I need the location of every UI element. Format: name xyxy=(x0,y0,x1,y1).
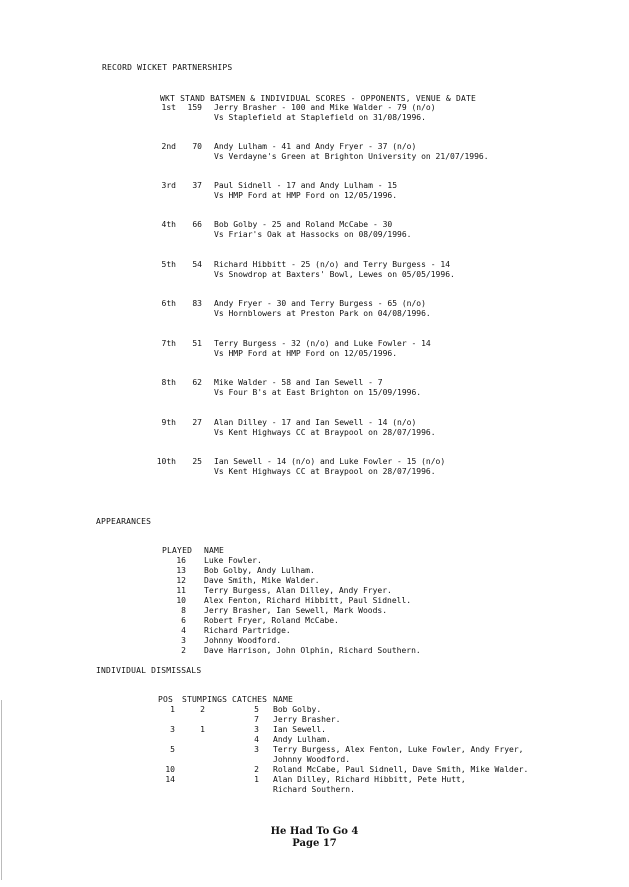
appearances-col-name: NAME xyxy=(204,546,225,555)
catches-count: 4 xyxy=(254,735,259,744)
stand-score: 54 xyxy=(192,260,202,269)
player-names: Ian Sewell. xyxy=(273,725,326,734)
player-names: Terry Burgess, Alan Dilley, Andy Fryer. xyxy=(204,586,392,595)
stand-score: 70 xyxy=(192,142,202,151)
played-count: 13 xyxy=(176,566,186,575)
batsmen-scores: Alan Dilley - 17 and Ian Sewell - 14 (n/o) xyxy=(214,418,417,427)
batsmen-scores: Paul Sidnell - 17 and Andy Lulham - 15 xyxy=(214,181,398,190)
played-count: 2 xyxy=(181,646,186,655)
player-names: Roland McCabe, Paul Sidnell, Dave Smith, Mike Walder. xyxy=(273,765,529,774)
match-details: Vs Friar's Oak at Hassocks on 08/09/1996. xyxy=(214,230,412,239)
footer-title: He Had To Go 4 xyxy=(270,826,359,837)
position: 14 xyxy=(165,775,175,784)
batsmen-scores: Andy Lulham - 41 and Andy Fryer - 37 (n/o) xyxy=(214,142,417,151)
stumpings-count: 2 xyxy=(200,705,205,714)
batsmen-scores: Jerry Brasher - 100 and Mike Walder - 79 (n/o) xyxy=(214,103,436,112)
player-names: Dave Smith, Mike Walder. xyxy=(204,576,320,585)
stand-score: 25 xyxy=(192,457,202,466)
wicket-number: 10th xyxy=(156,457,176,466)
position: 5 xyxy=(170,745,175,754)
match-details: Vs Kent Highways CC at Braypool on 28/07/1996. xyxy=(214,428,436,437)
player-names: Richard Southern. xyxy=(273,785,355,794)
record-partnerships-title: RECORD WICKET PARTNERSHIPS xyxy=(102,63,233,72)
stand-score: 62 xyxy=(192,378,202,387)
player-names: Bob Golby. xyxy=(273,705,322,714)
partnership-row xyxy=(146,457,566,479)
partnership-row xyxy=(146,378,566,400)
wicket-number: 8th xyxy=(161,378,176,387)
dismissals-col-stumpings: STUMPINGS xyxy=(182,695,228,704)
stand-score: 37 xyxy=(192,181,202,190)
match-details: Vs HMP Ford at HMP Ford on 12/05/1996. xyxy=(214,349,398,358)
wicket-number: 1st xyxy=(161,103,176,112)
stand-score: 51 xyxy=(192,339,202,348)
batsmen-scores: Mike Walder - 58 and Ian Sewell - 7 xyxy=(214,378,383,387)
position: 1 xyxy=(170,705,175,714)
catches-count: 3 xyxy=(254,745,259,754)
batsmen-scores: Ian Sewell - 14 (n/o) and Luke Fowler - 15 (n/o) xyxy=(214,457,446,466)
scan-margin-line xyxy=(1,700,2,880)
position: 3 xyxy=(170,725,175,734)
wicket-number: 7th xyxy=(161,339,176,348)
stand-score: 27 xyxy=(192,418,202,427)
player-names: Luke Fowler. xyxy=(204,556,262,565)
match-details: Vs Hornblowers at Preston Park on 04/08/1996. xyxy=(214,309,431,318)
partnership-row xyxy=(146,339,566,361)
player-names: Robert Fryer, Roland McCabe. xyxy=(204,616,339,625)
batsmen-scores: Richard Hibbitt - 25 (n/o) and Terry Burgess - 14 xyxy=(214,260,451,269)
match-details: Vs Four B's at East Brighton on 15/09/1996. xyxy=(214,388,422,397)
partnership-row xyxy=(146,220,566,242)
player-names: Alex Fenton, Richard Hibbitt, Paul Sidnell. xyxy=(204,596,412,605)
match-details: Vs Verdayne's Green at Brighton University on 21/07/1996. xyxy=(214,152,489,161)
position: 10 xyxy=(165,765,175,774)
match-details: Vs Kent Highways CC at Braypool on 28/07/1996. xyxy=(214,467,436,476)
wicket-number: 9th xyxy=(161,418,176,427)
batsmen-scores: Bob Golby - 25 and Roland McCabe - 30 xyxy=(214,220,393,229)
catches-count: 2 xyxy=(254,765,259,774)
dismissals-col-catches: CATCHES xyxy=(232,695,268,704)
catches-count: 1 xyxy=(254,775,259,784)
match-details: Vs HMP Ford at HMP Ford on 12/05/1996. xyxy=(214,191,398,200)
appearances-col-played: PLAYED xyxy=(162,546,193,555)
played-count: 3 xyxy=(181,636,186,645)
batsmen-scores: Terry Burgess - 32 (n/o) and Luke Fowler - 14 xyxy=(214,339,431,348)
player-names: Jerry Brasher, Ian Sewell, Mark Woods. xyxy=(204,606,388,615)
dismissals-col-pos: POS xyxy=(158,695,174,704)
match-details: Vs Snowdrop at Baxters' Bowl, Lewes on 05/05/1996. xyxy=(214,270,455,279)
wicket-number: 6th xyxy=(161,299,176,308)
wicket-number: 3rd xyxy=(161,181,176,190)
stand-score: 159 xyxy=(187,103,202,112)
match-details: Vs Staplefield at Staplefield on 31/08/1996. xyxy=(214,113,426,122)
played-count: 10 xyxy=(176,596,186,605)
page-number: Page 17 xyxy=(292,838,337,849)
played-count: 8 xyxy=(181,606,186,615)
catches-count: 3 xyxy=(254,725,259,734)
player-names: Dave Harrison, John Olphin, Richard Southern. xyxy=(204,646,421,655)
played-count: 6 xyxy=(181,616,186,625)
player-names: Johnny Woodford. xyxy=(204,636,282,645)
appearances-title: APPEARANCES xyxy=(96,517,152,526)
player-names: Terry Burgess, Alex Fenton, Luke Fowler, Andy Fryer, xyxy=(273,745,524,754)
catches-count: 5 xyxy=(254,705,259,714)
wicket-number: 2nd xyxy=(161,142,176,151)
wicket-number: 5th xyxy=(161,260,176,269)
player-names: Johnny Woodford. xyxy=(273,755,351,764)
partnership-row xyxy=(146,418,566,440)
player-names: Richard Partridge. xyxy=(204,626,291,635)
stumpings-count: 1 xyxy=(200,725,205,734)
played-count: 4 xyxy=(181,626,186,635)
player-names: Alan Dilley, Richard Hibbitt, Pete Hutt, xyxy=(273,775,466,784)
catches-count: 7 xyxy=(254,715,259,724)
player-names: Andy Lulham. xyxy=(273,735,331,744)
played-count: 11 xyxy=(176,586,186,595)
dismissals-title: INDIVIDUAL DISMISSALS xyxy=(96,666,202,675)
stand-score: 66 xyxy=(192,220,202,229)
played-count: 16 xyxy=(176,556,186,565)
played-count: 12 xyxy=(176,576,186,585)
record-partnerships-header: WKT STAND BATSMEN & INDIVIDUAL SCORES - OPPONENTS, VENUE & DATE xyxy=(160,94,477,103)
partnership-row xyxy=(146,142,566,164)
partnership-row xyxy=(146,103,566,125)
partnership-row xyxy=(146,260,566,282)
player-names: Jerry Brasher. xyxy=(273,715,341,724)
partnership-row xyxy=(146,299,566,321)
stand-score: 83 xyxy=(192,299,202,308)
wicket-number: 4th xyxy=(161,220,176,229)
partnership-row xyxy=(146,181,566,203)
player-names: Bob Golby, Andy Lulham. xyxy=(204,566,315,575)
dismissals-col-name: NAME xyxy=(273,695,294,704)
batsmen-scores: Andy Fryer - 30 and Terry Burgess - 65 (n/o) xyxy=(214,299,426,308)
